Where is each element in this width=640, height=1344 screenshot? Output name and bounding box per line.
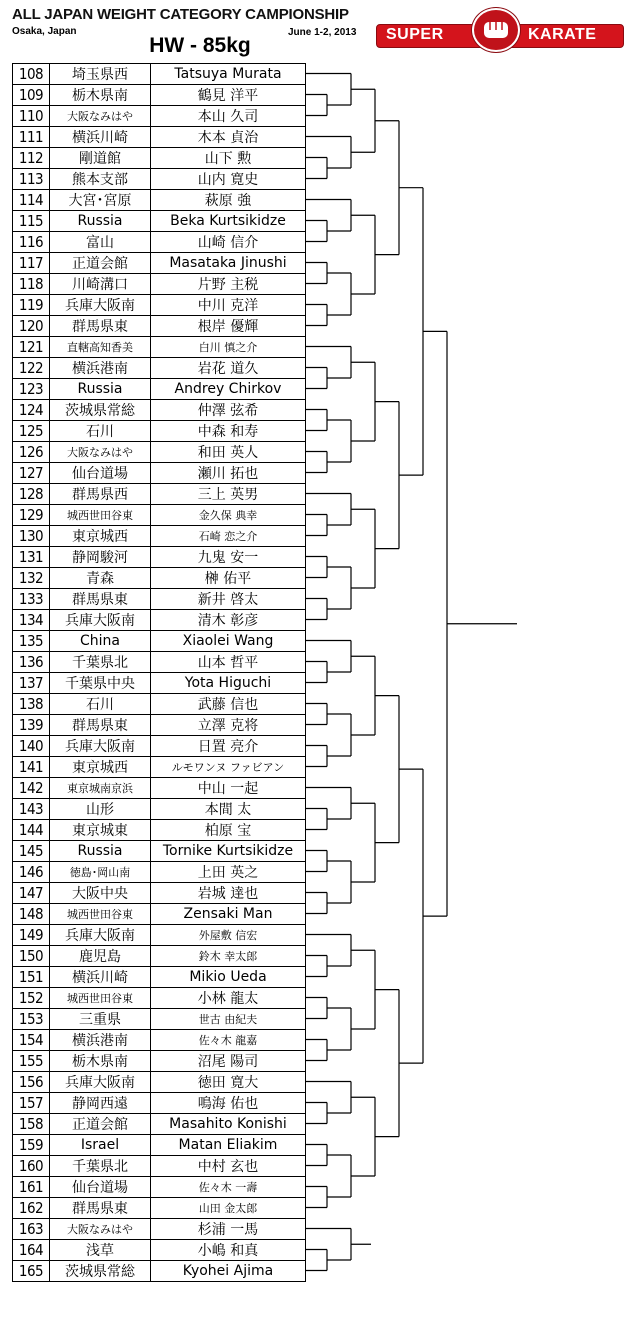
event-dates: June 1-2, 2013 (288, 27, 357, 38)
club-name: 埼玉県西 (50, 64, 151, 85)
competitor-name: 柏原 宝 (151, 820, 306, 841)
competitor-number: 160 (13, 1156, 50, 1177)
club-name: 川崎溝口 (50, 274, 151, 295)
club-name: 大阪中央 (50, 883, 151, 904)
competitor-number: 142 (13, 778, 50, 799)
competitor-name: 外屋敷 信宏 (151, 925, 306, 946)
competitor-number: 150 (13, 946, 50, 967)
club-name: 群馬県東 (50, 1198, 151, 1219)
competitor-number: 134 (13, 610, 50, 631)
club-name: 兵庫大阪南 (50, 925, 151, 946)
competitor-name: 世古 由紀夫 (151, 1009, 306, 1030)
competitor-name: Andrey Chirkov (151, 379, 306, 400)
competitor-name: 山下 勲 (151, 148, 306, 169)
club-name: 城西世田谷東 (50, 904, 151, 925)
club-name: 大阪なみはや (50, 442, 151, 463)
competitor-name: 岩花 道久 (151, 358, 306, 379)
competitor-number: 131 (13, 547, 50, 568)
competitor-number: 129 (13, 505, 50, 526)
competitor-name: 沼尾 陽司 (151, 1051, 306, 1072)
competitor-name: 鶴見 洋平 (151, 85, 306, 106)
competitor-number: 113 (13, 169, 50, 190)
club-name: 群馬県東 (50, 316, 151, 337)
club-name: China (50, 631, 151, 652)
competitor-name: ルモワンヌ ファビアン (151, 757, 306, 778)
competitor-number: 154 (13, 1030, 50, 1051)
club-name: 青森 (50, 568, 151, 589)
club-name: 城西世田谷東 (50, 505, 151, 526)
club-name: 石川 (50, 694, 151, 715)
competitor-number: 122 (13, 358, 50, 379)
competitor-name: 根岸 優輝 (151, 316, 306, 337)
competitor-name: 中山 一起 (151, 778, 306, 799)
club-name: 兵庫大阪南 (50, 736, 151, 757)
club-name: 千葉県中央 (50, 673, 151, 694)
competitor-number: 165 (13, 1261, 50, 1282)
club-name: 静岡西遠 (50, 1093, 151, 1114)
competitor-name: 小嶋 和真 (151, 1240, 306, 1261)
competitor-number: 157 (13, 1093, 50, 1114)
club-name: 東京城南京浜 (50, 778, 151, 799)
club-name: 千葉県北 (50, 652, 151, 673)
competitor-name: 白川 慎之介 (151, 337, 306, 358)
club-name: 鹿児島 (50, 946, 151, 967)
competitor-number: 141 (13, 757, 50, 778)
club-name: 三重県 (50, 1009, 151, 1030)
competitor-number: 138 (13, 694, 50, 715)
club-name: 横浜港南 (50, 358, 151, 379)
club-name: 直轄高知香美 (50, 337, 151, 358)
competitor-number: 127 (13, 463, 50, 484)
competitor-number: 144 (13, 820, 50, 841)
competitor-number: 125 (13, 421, 50, 442)
club-name: Russia (50, 379, 151, 400)
competitor-number: 119 (13, 295, 50, 316)
club-name: 群馬県東 (50, 715, 151, 736)
competitor-number: 128 (13, 484, 50, 505)
competitor-number: 110 (13, 106, 50, 127)
club-name: 仙台道場 (50, 463, 151, 484)
club-name: 兵庫大阪南 (50, 610, 151, 631)
club-name: Israel (50, 1135, 151, 1156)
competitor-number: 145 (13, 841, 50, 862)
club-name: 東京城東 (50, 820, 151, 841)
club-name: 群馬県東 (50, 589, 151, 610)
competitor-name: 中村 玄也 (151, 1156, 306, 1177)
competitor-name: 九鬼 安一 (151, 547, 306, 568)
competitor-number: 124 (13, 400, 50, 421)
championship-title: ALL JAPAN WEIGHT CATEGORY CAMPIONSHIP (12, 6, 349, 23)
club-name: 栃木県南 (50, 1051, 151, 1072)
club-name: 茨城県常総 (50, 1261, 151, 1282)
club-name: Russia (50, 841, 151, 862)
competitor-name: 上田 英之 (151, 862, 306, 883)
competitor-number: 159 (13, 1135, 50, 1156)
club-name: 静岡駿河 (50, 547, 151, 568)
club-name: 大阪なみはや (50, 1219, 151, 1240)
competitor-name: 瀬川 拓也 (151, 463, 306, 484)
competitor-name: Beka Kurtsikidze (151, 211, 306, 232)
competitor-number: 109 (13, 85, 50, 106)
club-name: 山形 (50, 799, 151, 820)
competitor-name: Mikio Ueda (151, 967, 306, 988)
competitor-number: 153 (13, 1009, 50, 1030)
competitor-name: 和田 英人 (151, 442, 306, 463)
competitor-name: Masahito Konishi (151, 1114, 306, 1135)
club-name: 富山 (50, 232, 151, 253)
competitor-name: 中森 和寿 (151, 421, 306, 442)
club-name: 正道会館 (50, 253, 151, 274)
competitor-number: 120 (13, 316, 50, 337)
competitor-number: 115 (13, 211, 50, 232)
competitor-number: 152 (13, 988, 50, 1009)
competitor-name: Yota Higuchi (151, 673, 306, 694)
club-name: 剛道館 (50, 148, 151, 169)
competitor-number: 121 (13, 337, 50, 358)
competitor-number: 132 (13, 568, 50, 589)
club-name: 大阪なみはや (50, 106, 151, 127)
competitor-name: Tornike Kurtsikidze (151, 841, 306, 862)
competitor-number: 137 (13, 673, 50, 694)
competitor-name: 佐々木 龍嘉 (151, 1030, 306, 1051)
club-name: 横浜川崎 (50, 967, 151, 988)
club-name: 茨城県常総 (50, 400, 151, 421)
competitor-number: 164 (13, 1240, 50, 1261)
competitor-name: 三上 英男 (151, 484, 306, 505)
club-name: 千葉県北 (50, 1156, 151, 1177)
club-name: Russia (50, 211, 151, 232)
club-name: 東京城西 (50, 757, 151, 778)
competitor-name: 徳田 寛大 (151, 1072, 306, 1093)
competitor-number: 146 (13, 862, 50, 883)
competitor-number: 112 (13, 148, 50, 169)
competitor-number: 136 (13, 652, 50, 673)
logo-word-left: SUPER (386, 26, 444, 43)
competitor-number: 156 (13, 1072, 50, 1093)
competitor-number: 162 (13, 1198, 50, 1219)
competitor-name: 杉浦 一馬 (151, 1219, 306, 1240)
competitor-number: 135 (13, 631, 50, 652)
competitor-number: 149 (13, 925, 50, 946)
competitor-number: 118 (13, 274, 50, 295)
competitor-number: 147 (13, 883, 50, 904)
competitor-name: 清木 彰彦 (151, 610, 306, 631)
club-name: 大宮･宮原 (50, 190, 151, 211)
competitor-name: Matan Eliakim (151, 1135, 306, 1156)
competitor-number: 143 (13, 799, 50, 820)
weight-category: HW - 85kg (149, 34, 251, 57)
competitor-number: 133 (13, 589, 50, 610)
club-name: 横浜港南 (50, 1030, 151, 1051)
competitor-name: 仲澤 弦希 (151, 400, 306, 421)
competitor-name: 岩城 達也 (151, 883, 306, 904)
competitor-name: 中川 克洋 (151, 295, 306, 316)
competitor-name: 片野 主税 (151, 274, 306, 295)
competitor-name: Masataka Jinushi (151, 253, 306, 274)
competitor-name: 山内 寛史 (151, 169, 306, 190)
competitor-number: 116 (13, 232, 50, 253)
logo-word-right: KARATE (528, 26, 597, 43)
competitor-number: 161 (13, 1177, 50, 1198)
competitor-number: 151 (13, 967, 50, 988)
competitor-name: Tatsuya Murata (151, 64, 306, 85)
event-location: Osaka, Japan (12, 26, 77, 37)
club-name: 熊本支部 (50, 169, 151, 190)
club-name: 徳島･岡山南 (50, 862, 151, 883)
competitor-name: 小林 龍太 (151, 988, 306, 1009)
club-name: 浅草 (50, 1240, 151, 1261)
competitor-number: 123 (13, 379, 50, 400)
competitor-name: 金久保 典幸 (151, 505, 306, 526)
competitor-name: 山本 哲平 (151, 652, 306, 673)
competitor-name: 石崎 恋之介 (151, 526, 306, 547)
competitor-number: 148 (13, 904, 50, 925)
competitor-name: 山崎 信介 (151, 232, 306, 253)
club-name: 城西世田谷東 (50, 988, 151, 1009)
competitor-name: 日置 亮介 (151, 736, 306, 757)
club-name: 兵庫大阪南 (50, 1072, 151, 1093)
competitor-number: 130 (13, 526, 50, 547)
competitor-number: 158 (13, 1114, 50, 1135)
competitor-number: 114 (13, 190, 50, 211)
competitor-name: 佐々木 一壽 (151, 1177, 306, 1198)
competitor-name: Zensaki Man (151, 904, 306, 925)
competitor-number: 108 (13, 64, 50, 85)
club-name: 石川 (50, 421, 151, 442)
competitor-name: 山田 金太郎 (151, 1198, 306, 1219)
competitor-number: 139 (13, 715, 50, 736)
club-name: 東京城西 (50, 526, 151, 547)
club-name: 栃木県南 (50, 85, 151, 106)
competitor-name: 榊 佑平 (151, 568, 306, 589)
competitor-number: 111 (13, 127, 50, 148)
competitor-number: 163 (13, 1219, 50, 1240)
club-name: 群馬県西 (50, 484, 151, 505)
competitor-name: 新井 啓太 (151, 589, 306, 610)
competitor-name: 本山 久司 (151, 106, 306, 127)
competitor-name: 萩原 強 (151, 190, 306, 211)
club-name: 兵庫大阪南 (50, 295, 151, 316)
club-name: 仙台道場 (50, 1177, 151, 1198)
competitor-name: 本間 太 (151, 799, 306, 820)
competitor-number: 155 (13, 1051, 50, 1072)
competitor-name: 鳴海 佑也 (151, 1093, 306, 1114)
competitor-number: 126 (13, 442, 50, 463)
competitor-name: 鈴木 幸太郎 (151, 946, 306, 967)
competitor-name: Kyohei Ajima (151, 1261, 306, 1282)
competitor-number: 117 (13, 253, 50, 274)
competitor-name: 木本 貞治 (151, 127, 306, 148)
competitor-name: Xiaolei Wang (151, 631, 306, 652)
club-name: 横浜川崎 (50, 127, 151, 148)
club-name: 正道会館 (50, 1114, 151, 1135)
competitor-number: 140 (13, 736, 50, 757)
competitor-name: 立澤 克将 (151, 715, 306, 736)
competitor-name: 武藤 信也 (151, 694, 306, 715)
